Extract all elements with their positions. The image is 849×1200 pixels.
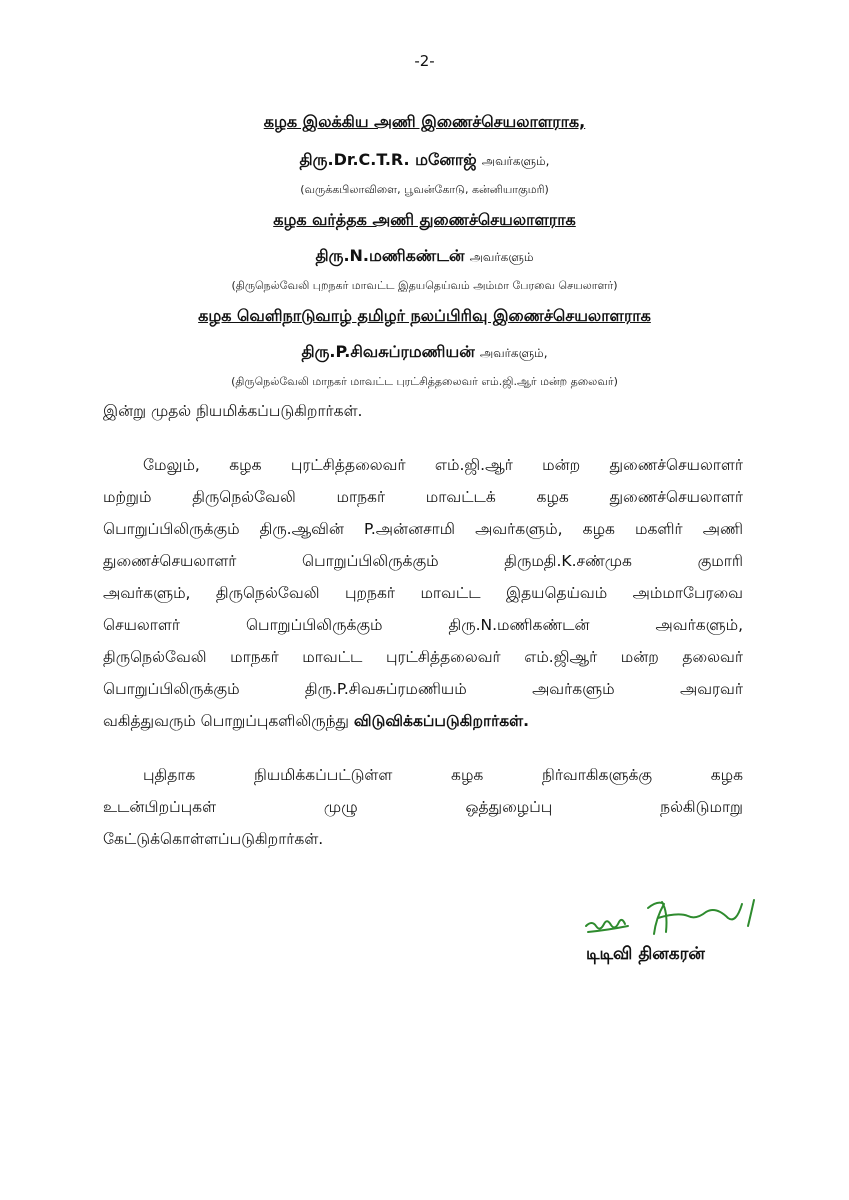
para1-last-bold: விடுவிக்கப்படுகிறார்கள்.	[353, 712, 529, 730]
appointment-post-1: கழக இலக்கிய அணி இணைச்செயலாளராக,	[263, 112, 586, 131]
appointment-post-3: கழக வெளிநாடுவாழ் தமிழர் நலப்பிரிவு இணைச்செயலாளராக	[198, 306, 651, 325]
signature-icon	[578, 888, 768, 948]
para1-line-9	[103, 712, 529, 732]
appointee-suffix-2: அவர்களும்	[469, 250, 534, 264]
appointee-name-2: திரு.N.மணிகண்டன்	[315, 246, 465, 265]
para2-line-3: கேட்டுக்கொள்ளப்படுகிறார்கள்.	[103, 830, 324, 848]
para2-line-1: புதிதாக நியமிக்கப்பட்டுள்ள கழக நிர்வாகிகளுக்கு கழக	[143, 766, 743, 784]
appointee-suffix-1: அவர்களும்,	[481, 154, 550, 168]
appointment-name-row-1	[0, 150, 849, 171]
appointee-place-3: (திருநெல்வேலி மாநகர் மாவட்ட புரட்சித்தலைவர் எம்.ஜி.ஆர் மன்ற தலைவர்)	[231, 375, 618, 388]
para1-line-6: செயலாளர் பொறுப்பிலிருக்கும் திரு.N.மணிகண்டன் அவர்களும்,	[103, 616, 743, 634]
appointment-name-row-3	[0, 342, 849, 363]
appointment-post-2: கழக வர்த்தக அணி துணைச்செயலாளராக	[273, 210, 576, 229]
appointed-line: இன்று முதல் நியமிக்கப்படுகிறார்கள்.	[103, 402, 363, 420]
appointee-place-1: (வருக்கபிலாவிளை, பூவன்கோடு, கன்னியாகுமரி)	[300, 183, 549, 196]
para1-line-8: பொறுப்பிலிருக்கும் திரு.P.சிவசுப்ரமணியம் அவர்களும் அவரவர்	[103, 680, 743, 698]
para1-line-4: துணைச்செயலாளர் பொறுப்பிலிருக்கும் திருமதி.K.சண்முக குமாரி	[103, 552, 743, 570]
para1-line-7: திருநெல்வேலி மாநகர் மாவட்ட புரட்சித்தலைவர் எம்.ஜிஆர் மன்ற தலைவர்	[103, 648, 743, 666]
para1-line-1: மேலும், கழக புரட்சித்தலைவர் எம்.ஜி.ஆர் மன்ற துணைச்செயலாளர்	[143, 456, 743, 474]
appointee-name-3: திரு.P.சிவசுப்ரமணியன்	[301, 342, 475, 361]
para1-line-3: பொறுப்பிலிருக்கும் திரு.ஆவின் P.அன்னசாமி அவர்களும், கழக மகளிர் அணி	[103, 520, 743, 538]
appointee-name-1: திரு.Dr.C.T.R. மனோஜ்	[299, 150, 477, 169]
para1-last-prefix: வகித்துவரும் பொறுப்புகளிலிருந்து	[103, 712, 349, 730]
para1-line-5: அவர்களும், திருநெல்வேலி புறநகர் மாவட்ட இதயதெய்வம் அம்மாபேரவை	[103, 584, 743, 602]
para1-line-2: மற்றும் திருநெல்வேலி மாநகர் மாவட்டக் கழக துணைச்செயலாளர்	[103, 488, 743, 506]
appointment-name-row-2	[0, 246, 849, 267]
page-number: -2-	[414, 52, 435, 70]
para2-line-2: உடன்பிறப்புகள் முழு ஒத்துழைப்பு நல்கிடுமாறு	[103, 798, 743, 816]
appointee-place-2: (திருநெல்வேலி புறநகர் மாவட்ட இதயதெய்வம் அம்மா பேரவை செயலாளர்)	[231, 279, 618, 292]
appointee-suffix-3: அவர்களும்,	[479, 346, 548, 360]
signatory-name: டிடிவி தினகரன்	[586, 944, 705, 964]
